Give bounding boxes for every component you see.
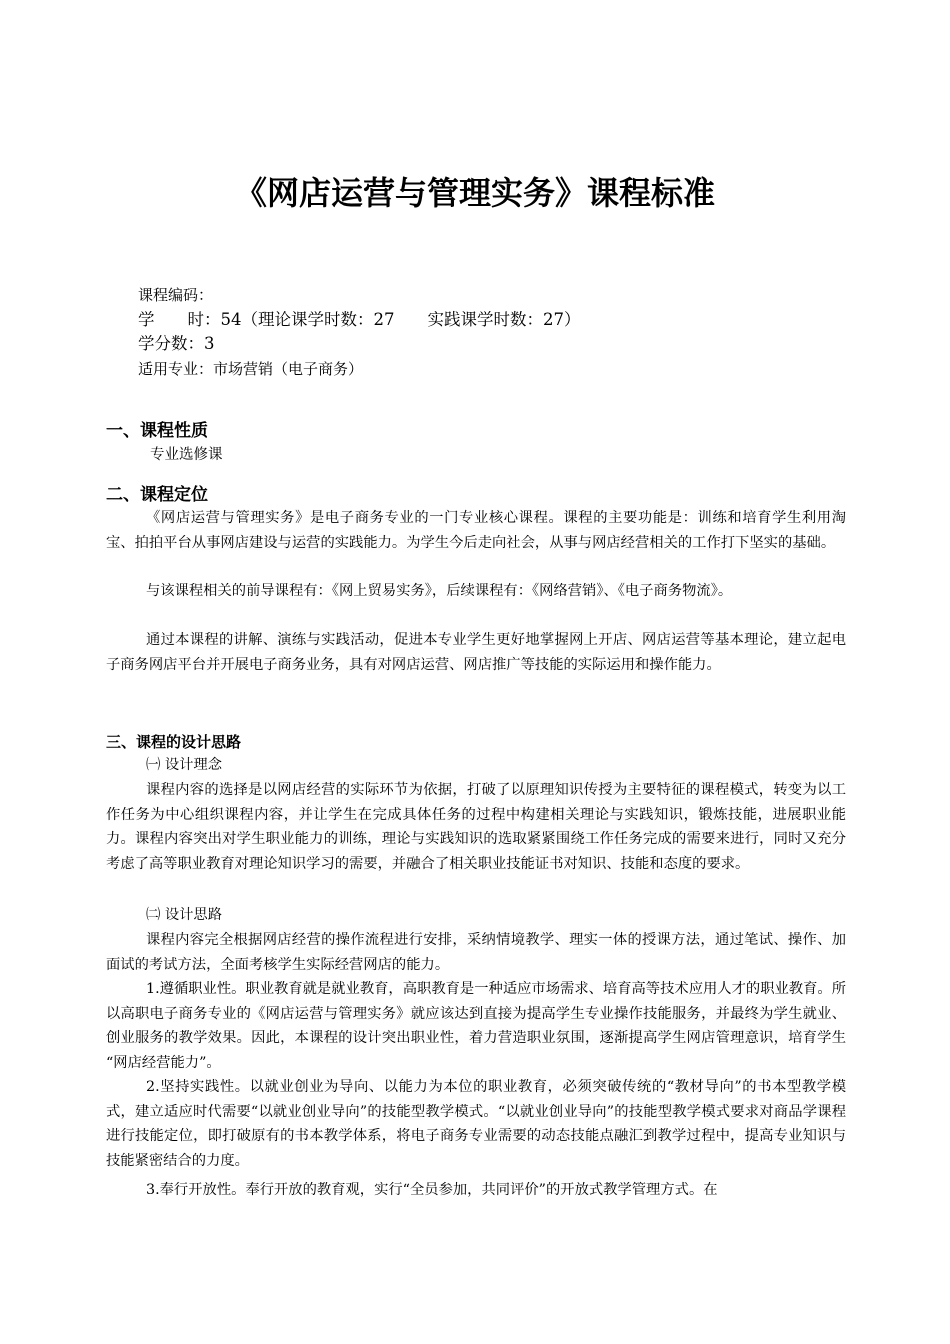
course-credits: 学分数：3 <box>138 334 215 353</box>
paragraph: 与该课程相关的前导课程有：《网上贸易实务》，后续课程有：《网络营销》、《电子商务物流》。 <box>146 583 733 599</box>
course-code: 课程编码： <box>138 286 214 304</box>
course-hours: 学 时：54（理论课学时数：27 实践课学时数：27） <box>138 309 581 329</box>
section-heading-nature: 一、课程性质 <box>106 421 208 441</box>
subsection-heading: ㈠ 设计理念 <box>146 757 223 773</box>
paragraph: 《网店运营与管理实务》是电子商务专业的一门专业核心课程。课程的主要功能是：训练和培育学生利用淘宝、拍拍平台从事网店建设与运营的实践能力。为学生今后走向社会，从事与网店经营相关的工作打下坚实的基础。 <box>106 510 846 551</box>
paragraph: 通过本课程的讲解、演练与实践活动，促进本专业学生更好地掌握网上开店、网店运营等基本理论，建立起电子商务网店平台并开展电子商务业务，具有对网店运营、网店推广等技能的实际运用和操作能力。 <box>106 632 846 673</box>
section-heading-position: 二、课程定位 <box>106 485 208 505</box>
paragraph: 课程内容完全根据网店经营的操作流程进行安排，采纳情境教学、理实一体的授课方法，通过笔试、操作、加面试的考试方法，全面考核学生实际经营网店的能力。 <box>106 932 846 973</box>
paragraph: 1.遵循职业性。职业教育就是就业教育，高职教育是一种适应市场需求、培育高等技术应用人才的职业教育。所以高职电子商务专业的《网店运营与管理实务》就应该达到直接为提高学生专业操作技能服务，并最终为学生就业、创业服务的教学效果。因此，本课程的设计突出职业性，着力营造职业氛围，逐渐提高学生网店管理意识，培育学生 “网店经营能力”。 <box>106 981 846 1071</box>
course-info <box>138 283 581 381</box>
subsection-heading: ㈡ 设计思路 <box>146 907 223 923</box>
course-major: 适用专业：市场营销（电子商务） <box>138 359 364 378</box>
paragraph: 3.奉行开放性。奉行开放的教育观，实行“全员参加，共同评价”的开放式教学管理方式。在 <box>146 1182 718 1198</box>
document-title: 《网店运营与管理实务》课程标准 <box>234 174 715 212</box>
section-body-nature: 专业选修课 <box>150 447 223 463</box>
section-heading-design: 三、课程的设计思路 <box>106 733 242 751</box>
paragraph: 2.坚持实践性。以就业创业为导向、以能力为本位的职业教育，必须突破传统的“教材导向”的书本型教学模式，建立适应时代需要“以就业创业导向”的技能型教学模式。“以就业创业导向”的技能型教学模式要求对商品学课程进行技能定位，即打破原有的书本教学体系，将电子商务专业需要的动态技能点融汇到教学过程中，提高专业知识与技能紧密结合的力度。 <box>106 1079 846 1169</box>
paragraph: 课程内容的选择是以网店经营的实际环节为依据，打破了以原理知识传授为主要特征的课程模式，转变为以工作任务为中心组织课程内容，并让学生在完成具体任务的过程中构建相关理论与实践知识，锻炼技能，进展职业能力。课程内容突出对学生职业能力的训练，理论与实践知识的选取紧紧围绕工作任务完成的需要来进行，同时又充分考虑了高等职业教育对理论知识学习的需要，并融合了相关职业技能证书对知识、技能和态度的要求。 <box>106 782 846 872</box>
